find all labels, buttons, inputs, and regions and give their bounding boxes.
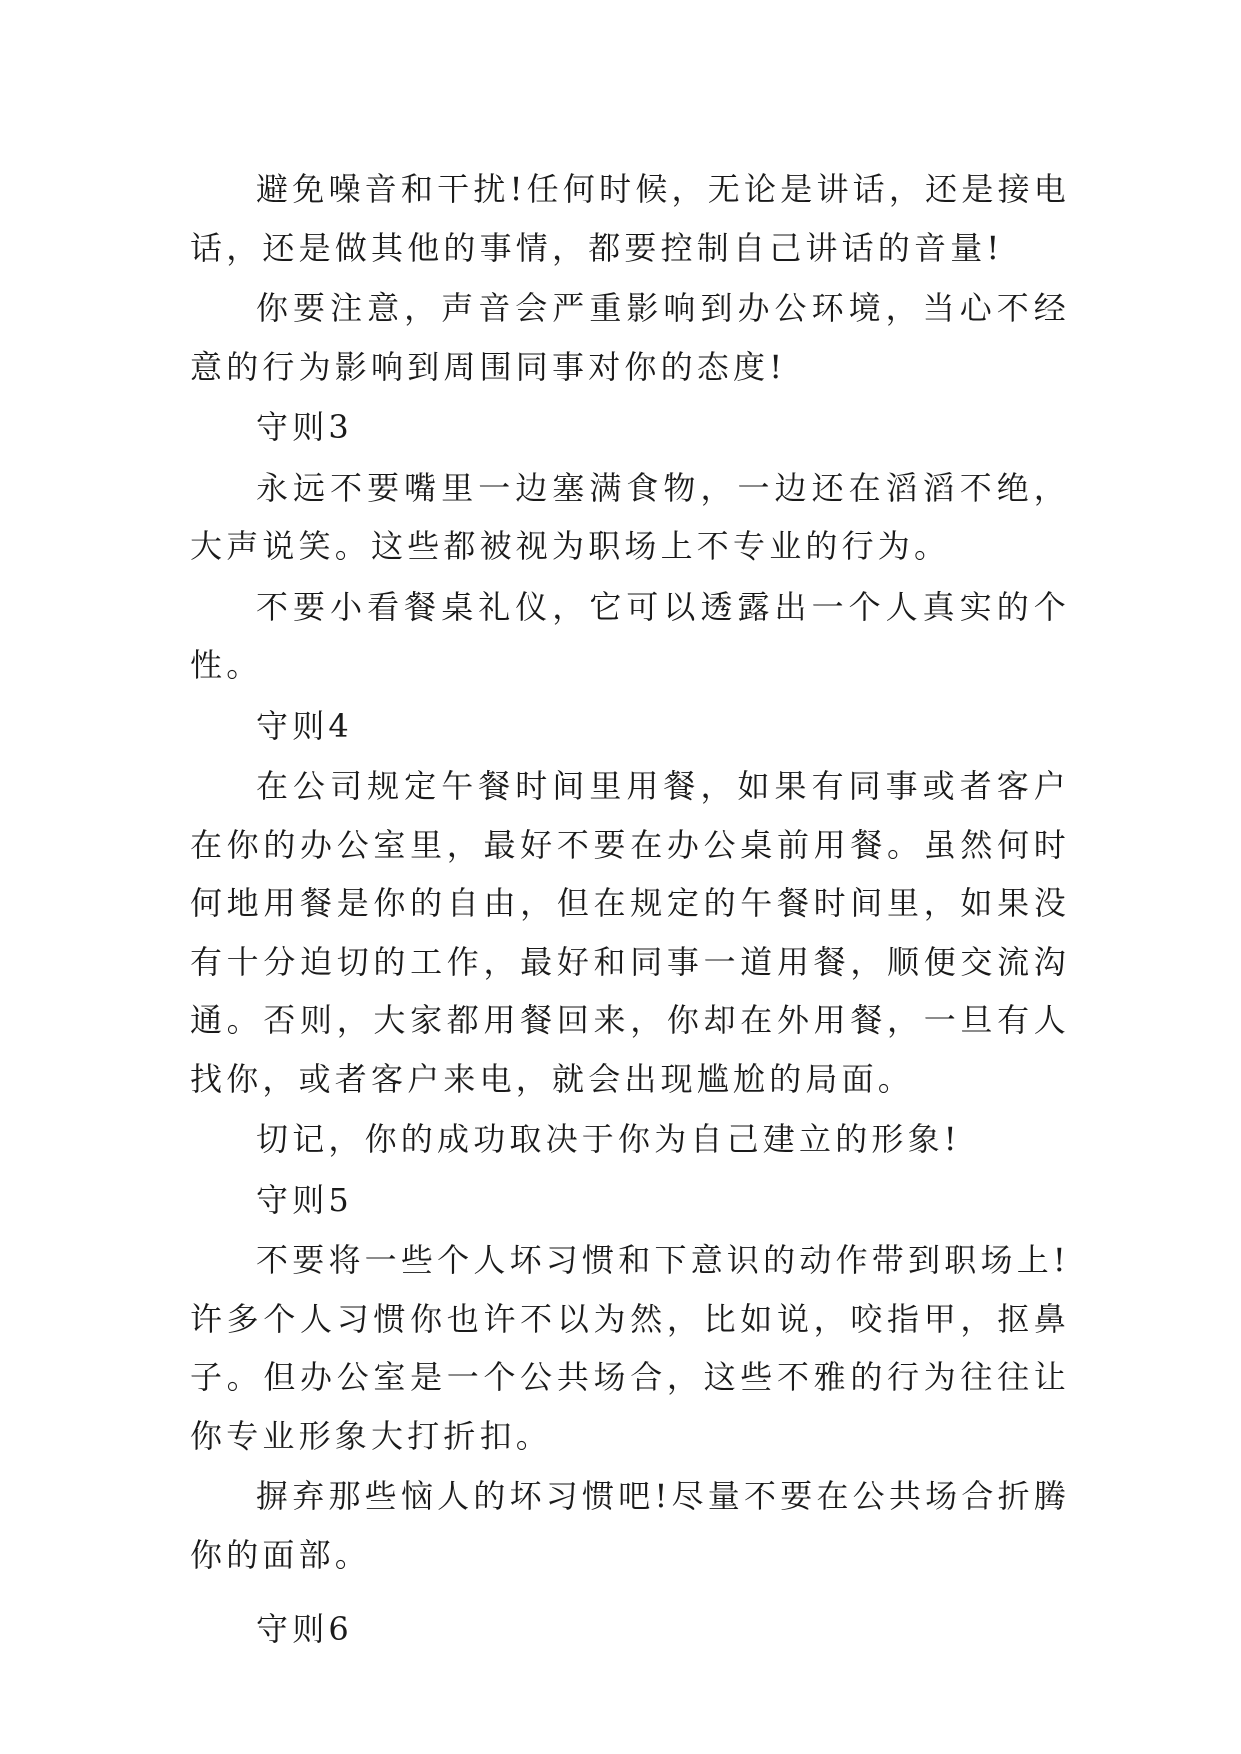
rule-4-heading: 守则4 [256,706,353,745]
paragraph-table-manners: 不要小看餐桌礼仪，它可以透露出一个人真实的个性。 [190,587,1070,684]
document-body [190,160,1070,1661]
paragraph-lunch-time: 在公司规定午餐时间里用餐，如果有同事或者客户在你的办公室里，最好不要在办公桌前用餐。虽然何时何地用餐是你的自由，但在规定的午餐时间里，如果没有十分迫切的工作，最好和同事一道用餐，顺便交流沟通。否则，大家都用餐回来，你却在外用餐，一旦有人找你，或者客户来电，就会出现尴尬的局面。 [190,767,1070,1098]
paragraph-success-image: 切记，你的成功取决于你为自己建立的形象! [256,1120,961,1158]
paragraph-eating-talking: 永远不要嘴里一边塞满食物，一边还在滔滔不绝，大声说笑。这些都被视为职场上不专业的行为。 [190,468,1070,565]
paragraph-abandon-habits: 摒弃那些恼人的坏习惯吧!尽量不要在公共场合折腾你的面部。 [190,1477,1070,1574]
paragraph-bad-habits: 不要将一些个人坏习惯和下意识的动作带到职场上!许多个人习惯你也许不以为然，比如说，咬指甲，抠鼻子。但办公室是一个公共场合，这些不雅的行为往往让你专业形象大打折扣。 [190,1241,1070,1455]
rule-3-heading: 守则3 [256,408,353,446]
rule-6-heading: 守则6 [256,1610,353,1648]
rule-5-heading: 守则5 [256,1180,353,1219]
paragraph-noise: 避免噪音和干扰!任何时候，无论是讲话，还是接电话，还是做其他的事情，都要控制自己讲话的音量! [190,170,1070,267]
paragraph-voice-attention: 你要注意，声音会严重影响到办公环境，当心不经意的行为影响到周围同事对你的态度! [190,289,1070,386]
